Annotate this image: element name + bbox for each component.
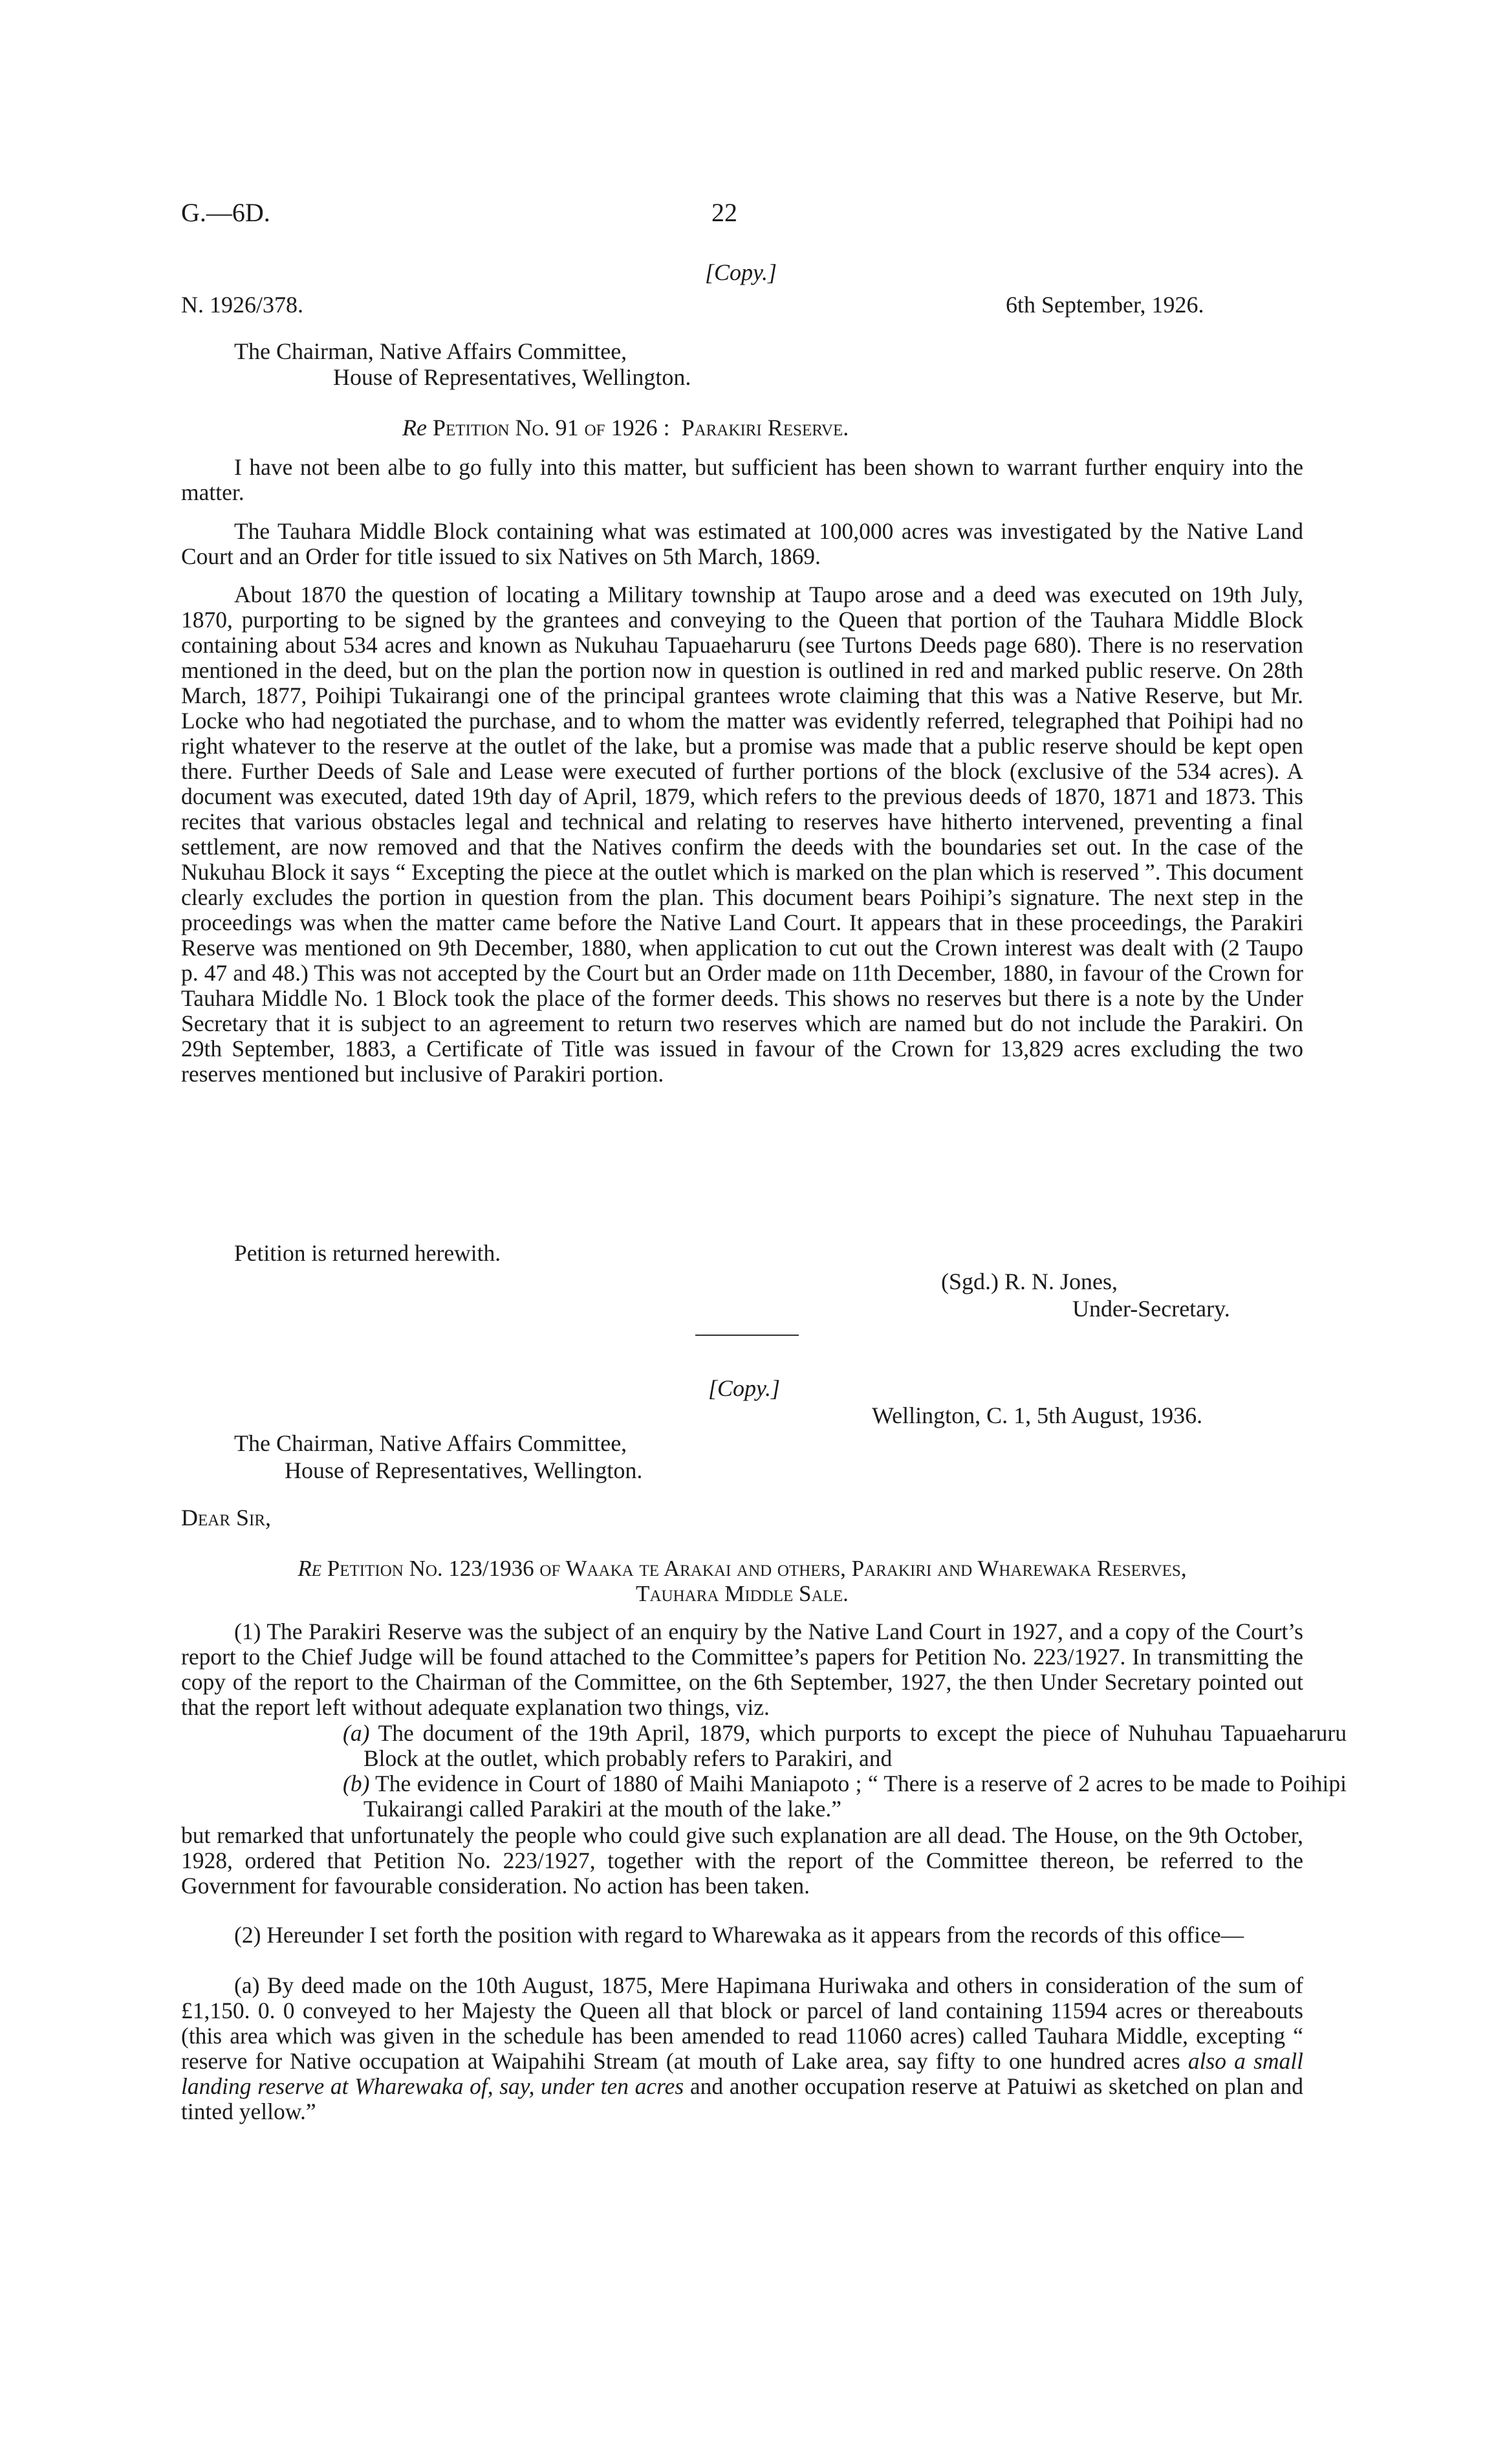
paragraph: Petition is returned herewith. (234, 1240, 501, 1266)
paragraph: About 1870 the question of locating a Military township at Taupo arose and a deed was executed on 19th July, 1870, purporting to be signed by the grantees and conveying to the Queen that portion of the Tauhara Middle Block containing about 534 acres and known as Nukuhau Tapuaeharuru (see Turtons Deeds page 680). There is no reservation mentioned in the deed, but on the plan the portion now in question is outlined in red and marked public reserve. On 28th March, 1877, Poihipi Tukairangi one of the principal grantees wrote claiming that this was a Native Reserve, but Mr. Locke who had negotiated the purchase, and to whom the matter was evidently referred, telegraphed that Poihipi had no right whatever to the reserve at the outlet of the lake, but a promise was made that a public reserve should be kept open there. Further Deeds of Sale and Lease were executed of further portions of the block (exclusive of the 534 acres). A document was executed, dated 19th day of April, 1879, which refers to the previous deeds of 1870, 1871 and 1873. This recites that various obstacles legal and technical and relating to reserves have hitherto intervened, preventing a final settlement, are now removed and that the Natives confirm the deeds with the boundaries set out. In the case of the Nukuhau Block it says “ Excepting the piece at the outlet which is marked on the plan which is reserved ”. This document clearly excludes the portion in question from the plan. This document bears Poihipi’s signature. The next step in the proceedings was when the matter came before the Native Land Court. It appears that in these proceedings, the Parakiri Reserve was mentioned on 9th December, 1880, when application to cut out the Crown interest was dealt with (2 Taupo p. 47 and 48.) This was not accepted by the Court but an Order made on 11th December, 1880, in favour of the Crown for Tauhara Middle No. 1 Block took the place of the former deeds. This shows no reserves but there is a note by the Under Secretary that it is subject to an agreement to return two reserves which are named but do not include the Parakiri. On 29th September, 1883, a Certificate of Title was issued in favour of the Crown for 13,829 acres excluding the two reserves mentioned but inclusive of Parakiri portion. (181, 582, 1303, 1087)
list-label-a: (a) (343, 1720, 370, 1746)
subject-line-1: Re Petition No. 123/1936 of Waaka te Arakai and others, Parakiri and Wharewaka Reserves, (298, 1556, 1187, 1581)
paragraph: The Tauhara Middle Block containing what was estimated at 100,000 acres was investigated by the Native Land Court and an Order for title issued to six Natives on 5th March, 1869. (181, 518, 1303, 569)
paragraph-italic: also a small landing reserve at Wharewaka of, say, under ten acres (181, 2048, 1303, 2099)
addressee-line-2: House of Representatives, Wellington. (285, 1457, 643, 1483)
copy-label-1: [Copy.] (705, 259, 777, 285)
signature-line-2: Under-Secretary. (1072, 1296, 1230, 1322)
list-text-a: The document of the 19th April, 1879, which purports to except the piece of Nuhuhau Tapuaeharuru Block at the outlet, which probably refers to Parakiri, and (363, 1720, 1347, 1771)
salutation: Dear Sir, (181, 1505, 272, 1531)
paragraph: I have not been albe to go fully into this matter, but sufficient has been shown to warrant further enquiry into the matter. (181, 454, 1303, 505)
subject-heading-1: Re Petition No. 91 of 1926 : Parakiri Reserve. (402, 415, 849, 441)
signature-line-1: (Sgd.) R. N. Jones, (941, 1269, 1118, 1294)
subject-line-2: Tauhara Middle Sale. (636, 1581, 849, 1606)
copy-label-2: [Copy.] (708, 1375, 781, 1401)
list-item-b (343, 1771, 1347, 1822)
paragraph: (2) Hereunder I set forth the position with regard to Wharewaka as it appears from the records of this office— (234, 1922, 1244, 1948)
paragraph-start: (a) By deed made on the 10th August, 1875, Mere Hapimana Huriwaka and others in consideration of the sum of £1,150. 0. 0 conveyed to her Majesty the Queen all that block or parcel of land containing 11594 acres or thereabouts (this area which was given in the schedule has been amended to read 11060 acres) called Tauhara Middle, excepting “ reserve for Native occupation at Waipahihi Stream (at mouth of Lake area, say fifty to one hundred acres (181, 1972, 1303, 2074)
list-text-b: The evidence in Court of 1880 of Maihi Maniapoto ; “ There is a reserve of 2 acres to be made to Poihipi Tukairangi called Parakiri at the mouth of the lake.” (363, 1771, 1347, 1822)
section-divider (695, 1335, 799, 1336)
addressee-line-1: The Chairman, Native Affairs Committee, (234, 338, 627, 364)
series-code: G.—6D. (181, 198, 270, 227)
letter-date-2: Wellington, C. 1, 5th August, 1936. (872, 1402, 1203, 1428)
addressee-line-2: House of Representatives, Wellington. (333, 364, 691, 390)
paragraph-end: and another occupation reserve at Patuiwi as sketched on plan and tinted yellow.” (181, 2073, 1304, 2124)
paragraph (181, 1973, 1303, 2124)
list-label-b: (b) (343, 1771, 370, 1796)
subject-heading-2 (181, 1556, 1303, 1606)
list-item-a (343, 1721, 1347, 1771)
letter-date-1: 6th September, 1926. (1006, 292, 1204, 318)
paragraph: (1) The Parakiri Reserve was the subject of an enquiry by the Native Land Court in 1927, and a copy of the Court’s report to the Chief Judge will be found attached to the Committee’s papers for Petition No. 223/1927. In transmitting the copy of the report to the Chairman of the Committee, on the 6th September, 1927, the then Under Secretary pointed out that the report left without adequate explanation two things, viz. (181, 1619, 1303, 1720)
page-number: 22 (711, 198, 737, 227)
reference-number: N. 1926/378. (181, 292, 303, 318)
addressee-line-1: The Chairman, Native Affairs Committee, (234, 1430, 627, 1456)
paragraph: but remarked that unfortunately the people who could give such explanation are all dead. The House, on the 9th October, 1928, ordered that Petition No. 223/1927, together with the report of the Committee thereon, be referred to the Government for favourable consideration. No action has been taken. (181, 1822, 1303, 1899)
